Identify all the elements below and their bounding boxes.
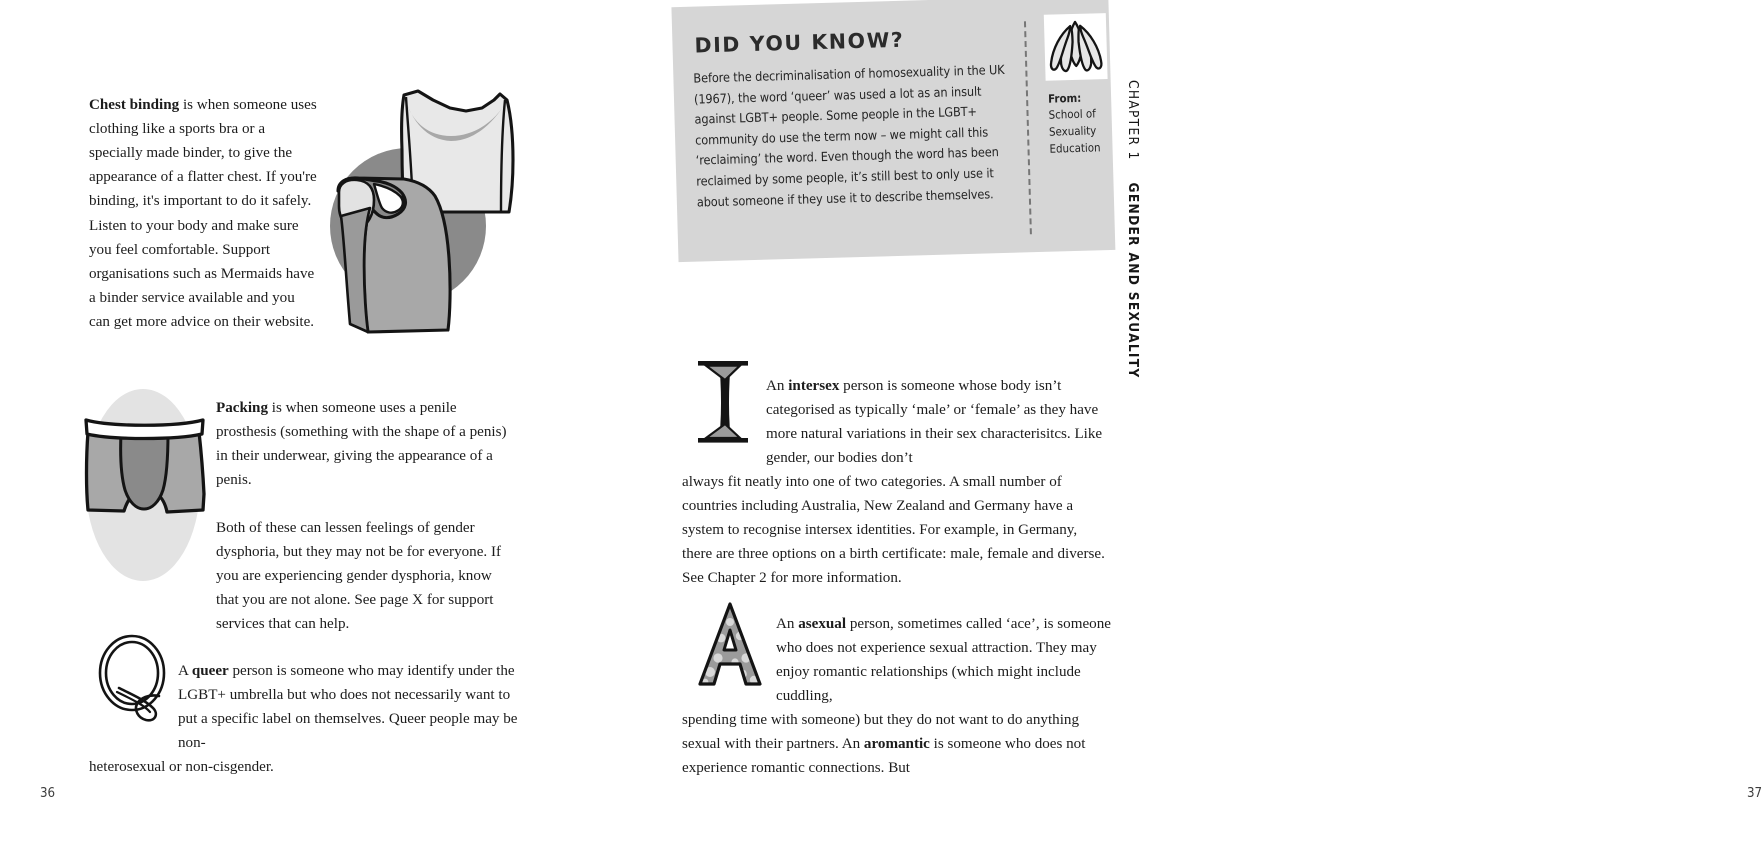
packing-term: Packing <box>216 400 268 417</box>
queer-body: person is someone who may identify under the LGBT+ umbrella but who does not necessarily want to put a specific label on themselves. Queer people may be non- <box>178 663 518 752</box>
aromantic-term: aromantic <box>863 736 930 753</box>
asexual-runon-part1: spending time with someone) but they do not want to do anything sexual with their partners. An <box>682 712 1079 753</box>
callout-heading: DID YOU KNOW? <box>694 27 905 58</box>
asexual-paragraph <box>776 612 1116 708</box>
folio-left: 36 <box>40 786 56 801</box>
packing-body: is when someone uses a penile prosthesis (something with the shape of a penis) in their underwear, giving the appearance of a penis. <box>216 400 507 489</box>
intersex-paragraph-runon: always fit neatly into one of two categories. A small number of countries including Australia, New Zealand and Germany have a system to recognise intersex identities. For example, in Germany, there are three options on a birth certificate: male, female and diverse. See Chapter 2 for more information. <box>682 474 1105 587</box>
asexual-paragraph-runon <box>682 708 1106 780</box>
intersex-dropcap-i <box>694 358 752 446</box>
callout-body: Before the decriminalisation of homosexuality in the UK (1967), the word ‘queer’ was used a lot as an insult against LGBT+ people. Some people in the LGBT+ community do use the term now – we might call this ‘reclaiming’ the word. Even though the word has been reclaimed by some people, it’s still best to only use it about someone if they use it to describe themselves. <box>693 61 1005 210</box>
intersex-paragraph <box>766 374 1116 470</box>
running-head-title: GENDER AND SEXUALITY <box>1125 182 1141 379</box>
callout-from-label: From: <box>1047 90 1082 106</box>
asexual-runon-part2: is someone who does not experience romantic connections. But <box>682 736 1086 777</box>
queer-paragraph-runon: heterosexual or non-cisgender. <box>89 759 274 776</box>
intersex-term: intersex <box>788 378 840 395</box>
asexual-body: person, sometimes called ‘ace’, is someone who does not experience sexual attraction. They may enjoy romantic relationships (which might include cuddling, <box>776 616 1111 705</box>
both-of-these-paragraph: Both of these can lessen feelings of gender dysphoria, but they may not be for everyone. If you are experiencing gender dysphoria, know that you are not alone. See page X for support services that can help. <box>216 520 502 633</box>
left-page <box>0 0 600 844</box>
folio-right: 37 <box>1747 786 1762 801</box>
right-page <box>600 0 1762 844</box>
queer-dropcap-q <box>93 632 175 724</box>
asexual-dropcap-a <box>694 600 766 688</box>
queer-term: queer <box>191 663 229 680</box>
asexual-term: asexual <box>798 616 847 633</box>
callout-from-value: School of Sexuality Education <box>1048 106 1101 156</box>
queer-paragraph <box>178 659 518 755</box>
boxer-briefs-illustration <box>72 378 217 593</box>
chest-binding-paragraph <box>89 93 319 334</box>
running-head <box>1125 80 1141 379</box>
clitoris-flower-icon <box>1044 13 1108 81</box>
did-you-know-callout <box>671 0 1118 269</box>
intersex-body: person is someone whose body isn’t categorised as typically ‘male’ or ‘female’ as they have more natural variations in their sex characterisitcs. Like gender, our bodies don’t <box>766 378 1103 467</box>
packing-paragraph <box>216 396 516 492</box>
chest-binding-body: is when someone uses clothing like a sports bra or a specially made binder, to give the appearance of a flatter chest. If you're binding, it's important to do it safely. Listen to your body and make sure you feel comfortable. Support organisations such as Mermaids have a binder service available and you can get more advice on their website. <box>89 97 317 330</box>
asexual-lead-in: An <box>776 616 799 633</box>
sports-bra-and-binder-illustration <box>300 78 530 368</box>
running-head-chapter: CHAPTER 1 <box>1125 80 1141 161</box>
intersex-lead-in: An <box>766 378 789 395</box>
queer-lead-in: A <box>178 663 192 680</box>
chest-binding-term: Chest binding <box>89 97 180 114</box>
